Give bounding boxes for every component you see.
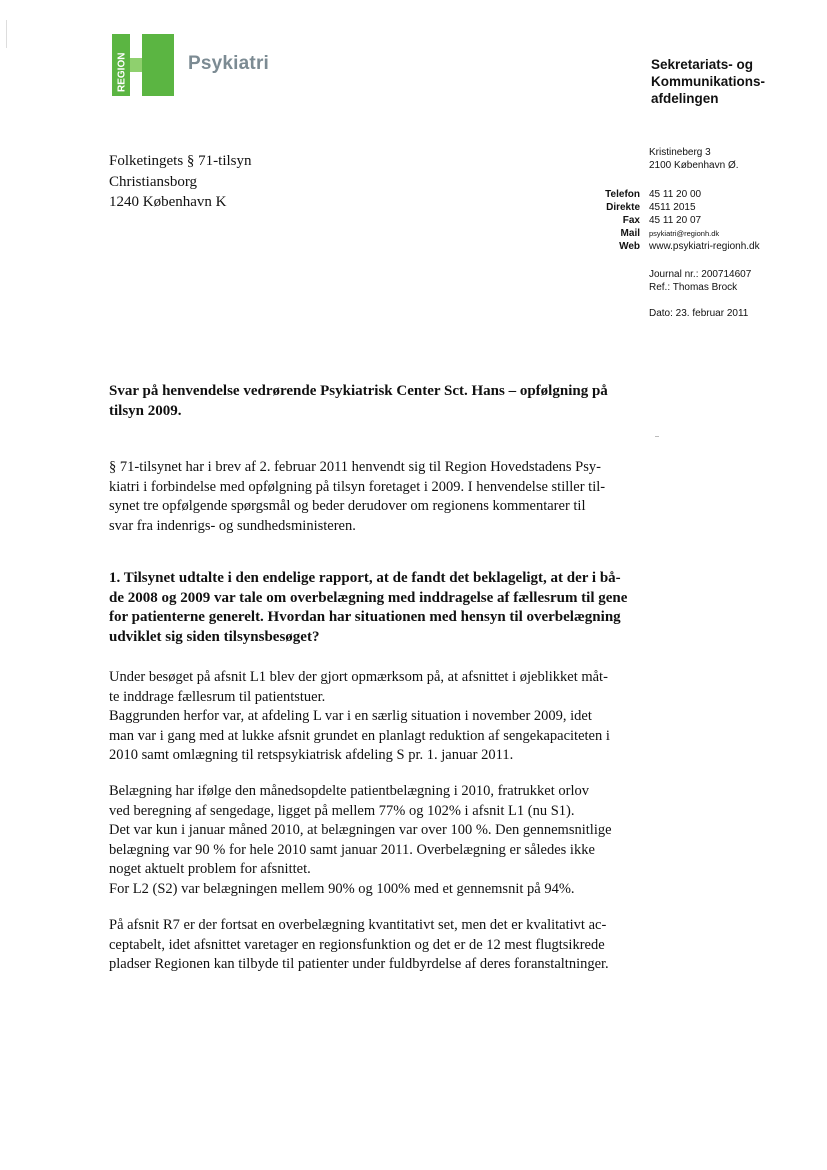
region-h-logo-icon [112, 34, 174, 96]
text-line: ved beregning af sengedage, ligget på mellem 77% og 102% i afsnit L1 (nu S1). [109, 802, 575, 819]
contact-label: Fax [622, 215, 640, 226]
recipient-address [109, 151, 252, 213]
region-h-logo [112, 34, 174, 96]
text-line: For L2 (S2) var belægningen mellem 90% og 100% med et gennemsnit på 94%. [109, 880, 575, 897]
letter-date: Dato: 23. februar 2011 [649, 308, 749, 319]
journal-number: Journal nr.: 200714607 [649, 269, 752, 280]
contact-value: 45 11 20 00 [649, 189, 702, 200]
sender-info [560, 146, 820, 320]
contact-label: Mail [620, 228, 640, 239]
text-line: 2010 samt omlægning til retspsykiatrisk afdeling S pr. 1. januar 2011. [109, 747, 514, 764]
department-line: Kommunikations- [651, 74, 766, 89]
text-line: svar fra indenrigs- og sundhedsministeren. [109, 517, 356, 534]
journal-block [649, 268, 820, 320]
question-line: de 2008 og 2009 var tale om overbelægning med inddragelse af fællesrum til gene [109, 589, 628, 606]
reference: Ref.: Thomas Brock [649, 282, 738, 293]
contact-label: Telefon [605, 189, 640, 200]
subject-line: Svar på henvendelse vedrørende Psykiatrisk Center Sct. Hans – opfølgning på [109, 383, 608, 399]
contact-row-direkte [560, 201, 820, 214]
recipient-line: Folketingets § 71-tilsyn [109, 153, 252, 169]
logo-brand-text: Psykiatri [188, 53, 270, 74]
question-line: udviklet sig siden tilsynsbesøget? [109, 628, 320, 645]
department-name [651, 56, 811, 107]
text-line: Belægning har ifølge den månedsopdelte patientbelægning i 2010, fratrukket orlov [109, 783, 590, 799]
text-line: På afsnit R7 er der fortsat en overbelægning kvantitativt set, men det er kvalitativt ac- [109, 917, 607, 933]
recipient-line: Christiansborg [109, 173, 198, 190]
text-line: kiatri i forbindelse med opfølgning på tilsyn foretaget i 2009. I henvendelse stiller til- [109, 478, 606, 495]
contact-value: 45 11 20 07 [649, 215, 702, 226]
text-line: man var i gang med at lukke afsnit grundet en planlagt reduktion af sengekapaciteten i [109, 727, 610, 744]
text-line: ceptabelt, idet afsnittet varetager en regionsfunktion og det er de 12 mest flugtsikrede [109, 936, 605, 953]
contact-row-mail [560, 227, 820, 240]
department-line: afdelingen [651, 91, 719, 106]
text-line: te inddrage fællesrum til patientstuer. [109, 688, 326, 705]
text-line: Baggrunden herfor var, at afdeling L var i en særlig situation i november 2009, idet [109, 708, 592, 725]
contact-label: Direkte [606, 202, 640, 213]
text-line: § 71-tilsynet har i brev af 2. februar 2011 henvendt sig til Region Hovedstadens Psy- [109, 459, 601, 475]
contact-value: 4511 2015 [649, 202, 696, 213]
answer-paragraph-2 [109, 782, 645, 900]
answer-paragraph-1 [109, 668, 645, 766]
sender-address-line: Kristineberg 3 [649, 147, 711, 158]
scan-mark [655, 436, 659, 437]
recipient-line: 1240 København K [109, 194, 227, 210]
question-line: 1. Tilsynet udtalte i den endelige rapport, at de fandt det beklageligt, at der i bå- [109, 570, 621, 586]
contact-value-web[interactable]: www.psykiatri-regionh.dk [649, 241, 760, 252]
text-line: Under besøget på afsnit L1 blev der gjort opmærksom på, at afsnittet i øjeblikket måt- [109, 669, 608, 685]
department-line: Sekretariats- og [651, 57, 754, 72]
contact-value-email[interactable]: psykiatri@regionh.dk [649, 229, 720, 238]
answer-paragraph-3 [109, 916, 645, 975]
text-line: noget aktuelt problem for afsnittet. [109, 861, 311, 878]
text-line: Det var kun i januar måned 2010, at belægningen var over 100 %. Den gennemsnitlige [109, 822, 612, 839]
letter-subject [109, 381, 649, 421]
text-line: synet tre opfølgende spørgsmål og beder derudover om regionens kommentarer til [109, 498, 586, 515]
intro-paragraph [109, 458, 645, 536]
contact-label: Web [619, 241, 640, 252]
scan-edge-mark [6, 20, 7, 48]
sender-address [649, 146, 820, 172]
contact-row-web [560, 240, 820, 253]
question-1 [109, 569, 649, 647]
question-line: for patienterne generelt. Hvordan har situationen med hensyn til overbelægning [109, 609, 621, 626]
subject-line: tilsyn 2009. [109, 403, 182, 419]
text-line: belægning var 90 % for hele 2010 samt januar 2011. Overbelægning er således ikke [109, 841, 595, 858]
text-line: pladser Regionen kan tilbyde til patienter under fuldbyrdelse af deres foranstaltninger. [109, 956, 609, 973]
sender-address-line: 2100 København Ø. [649, 160, 739, 171]
contact-row-fax [560, 214, 820, 227]
logo-region-text: REGION [116, 52, 128, 92]
contact-row-telefon [560, 188, 820, 201]
